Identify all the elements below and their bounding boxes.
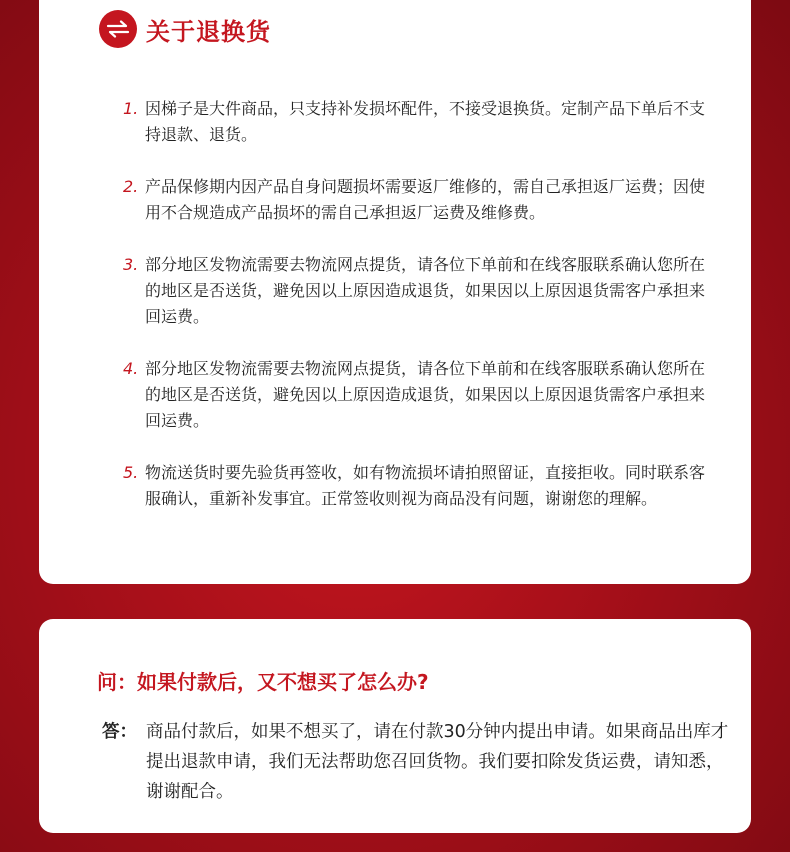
policy-list (123, 96, 713, 538)
item-text: 部分地区发物流需要去物流网点提货，请各位下单前和在线客服联系确认您所在的地区是否送货，避免因以上原因造成退货，如果因以上原因退货需客户承担来回运费。 (145, 359, 706, 430)
list-item (123, 460, 713, 512)
answer-label: 答： (102, 722, 137, 742)
answer-text: 商品付款后，如果不想买了，请在付款30分钟内提出申请。如果商品出库才提出退款申请，我们无法帮助您召回货物。我们要扣除发货运费，请知悉，谢谢配合。 (146, 722, 729, 802)
item-number: 2. (123, 177, 139, 196)
item-text: 产品保修期内因产品自身问题损坏需要返厂维修的，需自己承担返厂运费；因使用不合规造成产品损坏的需自己承担返厂运费及维修费。 (145, 177, 706, 222)
list-item (123, 252, 713, 330)
item-number: 4. (123, 359, 139, 378)
list-item (123, 174, 713, 226)
list-item (123, 96, 713, 148)
item-text: 部分地区发物流需要去物流网点提货，请各位下单前和在线客服联系确认您所在的地区是否送货，避免因以上原因造成退货，如果因以上原因退货需客户承担来回运费。 (145, 255, 706, 326)
section-title: 关于退换货 (146, 17, 271, 46)
item-number: 1. (123, 99, 139, 118)
faq-question: 问：如果付款后，又不想买了怎么办? (97, 670, 429, 694)
item-text: 因梯子是大件商品，只支持补发损坏配件，不接受退换货。定制产品下单后不支持退款、退货。 (145, 99, 706, 144)
faq-answer (102, 717, 732, 807)
list-item (123, 356, 713, 434)
exchange-arrows-icon (99, 10, 137, 48)
faq-card (39, 619, 751, 833)
item-text: 物流送货时要先验货再签收，如有物流损坏请拍照留证，直接拒收。同时联系客服确认，重新补发事宜。正常签收则视为商品没有问题，谢谢您的理解。 (145, 463, 706, 508)
item-number: 5. (123, 463, 139, 482)
item-number: 3. (123, 255, 139, 274)
return-policy-card (39, 0, 751, 584)
section-header (99, 10, 271, 48)
